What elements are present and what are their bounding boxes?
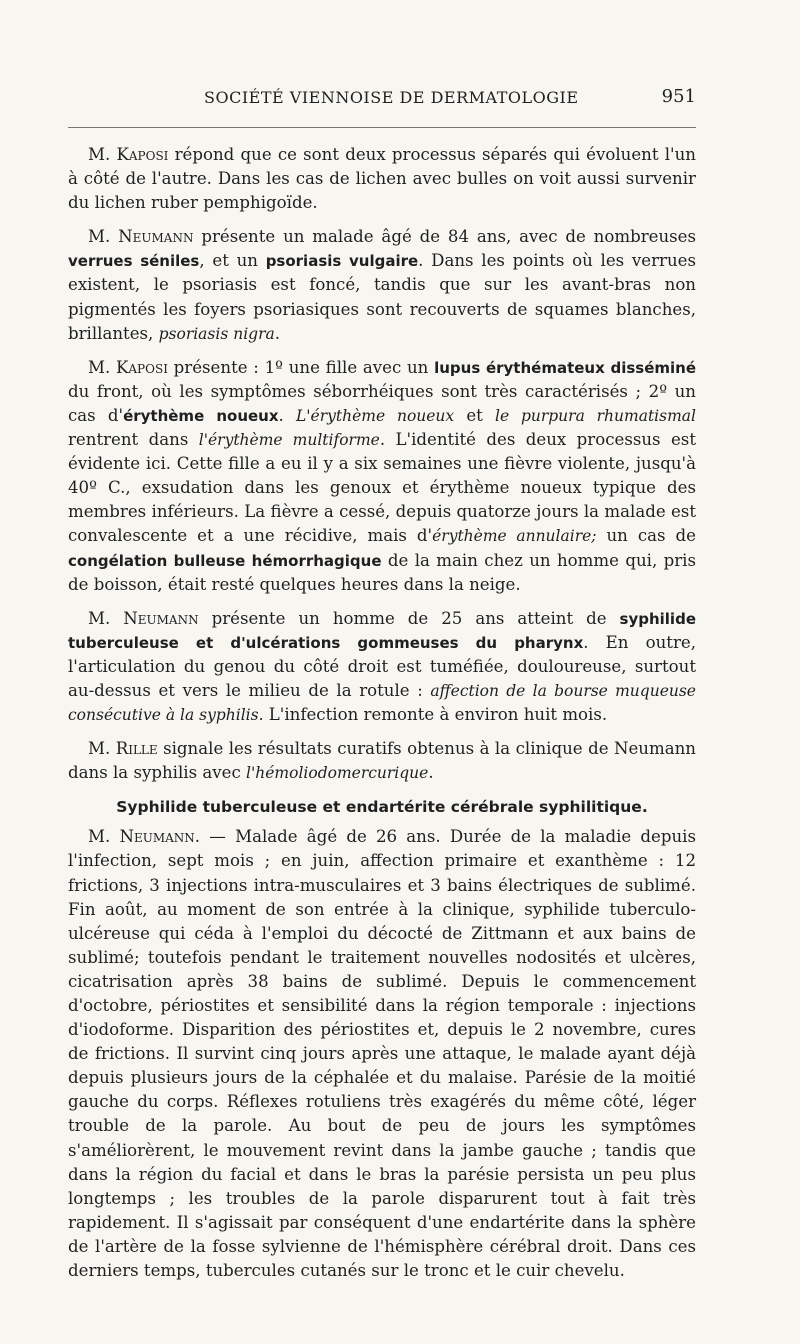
speaker-name: M. Neumann bbox=[88, 608, 199, 628]
paragraph-rille: M. Rille signale les résultats curatifs obtenus à la clinique de Neumann dans la syphilis avec l'hémoliodomercurique. bbox=[68, 739, 696, 783]
italic-term: érythème annulaire; bbox=[432, 527, 597, 546]
speaker-name: M. Neumann bbox=[88, 227, 194, 247]
running-header bbox=[68, 86, 696, 116]
paragraph-neumann-verrues: M. Neumann présente un malade âgé de 84 ans, avec de nombreuses verrues séniles, et un psoriasis vulgaire. Dans les points où les verrues existent, le psoriasis est foncé, tandis que sur les avant-bras non pigmentés les foyers psoriasiques sont recouverts de squames blanches, brillantes, psoriasis nigra. bbox=[68, 227, 696, 343]
page-number: 951 bbox=[661, 86, 696, 107]
italic-term: affection de la bourse muqueuse consécutive à la syphilis. bbox=[68, 681, 696, 725]
speaker-name: M. Kaposi bbox=[88, 357, 168, 377]
bold-term: verrues séniles bbox=[68, 252, 200, 271]
bold-term: lupus érythémateux disséminé bbox=[434, 358, 696, 377]
running-title: SOCIÉTÉ VIENNOISE DE DERMATOLOGIE bbox=[204, 88, 579, 107]
italic-term: L'érythème noueux bbox=[296, 406, 455, 425]
header-rule bbox=[68, 127, 696, 128]
italic-term: l'érythème multiforme bbox=[198, 431, 380, 450]
paragraph-kaposi-reply: M. Kaposi répond que ce sont deux processus séparés qui évoluent l'un à côté de l'autre. Dans les cas de lichen avec bulles on voit aussi survenir du lichen ruber pemphigoïde. bbox=[68, 145, 696, 213]
speaker-name: M. Rille bbox=[88, 739, 158, 759]
bold-term: psoriasis vulgaire bbox=[265, 252, 419, 271]
italic-term: l'hémoliodomercurique bbox=[246, 764, 429, 783]
speaker-name: M. Neumann. bbox=[88, 827, 201, 847]
bold-term: syphilide tuberculeuse et d'ulcérations gommeuses du pharynx bbox=[68, 609, 696, 652]
paragraph-neumann-syphilide: M. Neumann présente un homme de 25 ans atteint de syphilide tuberculeuse et d'ulcérations gommeuses du pharynx. En outre, l'articulation du genou du côté droit est tuméfiée, douloureuse, surtout au-dessus et vers le milieu de la rotule : affection de la bourse muqueuse consécutive à la syphilis. L'infection remonte à environ huit mois. bbox=[68, 608, 697, 725]
body-text bbox=[68, 143, 696, 1293]
bold-term: congélation bulleuse hémorrhagique bbox=[68, 551, 382, 570]
paragraph-neumann-case: M. Neumann. — Malade âgé de 26 ans. Durée de la maladie depuis l'infection, sept mois ; en juin, affection primaire et exanthème : 12 frictions, 3 injections intra-musculaires et 3 bains électriques de sublimé. Fin août, au moment de son entrée à la clinique, syphilide tuberculo-ulcéreuse qui céda à l'emploi du décocté de Zittmann et aux bains de sublimé; toutefois pendant le traitement nouvelles nodosités et ulcères, cicatrisation après 38 bains de sublimé. Depuis le commencement d'octobre, périostites et sensibilité dans la région temporale : injections d'iodoforme. Disparition des périostites et, depuis le 2 novembre, cures de frictions. Il survint cinq jours après une attaque, le malade ayant déjà depuis plusieurs jours de la céphalée et du malaise. Parésie de la moitié gauche du corps. Réflexes rotuliens très exagérés du même côté, léger trouble de la parole. Au bout de peu de jours les symptômes s'améliorèrent, le mouvement revint dans la jambe gauche ; tandis que dans la région du facial et dans le bras la parésie persista un peu plus longtemps ; les troubles de la parole disparurent tout à fait très rapidement. Il s'agissait par conséquent d'une endartérite dans la sphère de l'artère de la fosse sylvienne de l'hémisphère cérébral droit. Dans ces derniers temps, tubercules cutanés sur le tronc et le cuir chevelu. bbox=[68, 827, 696, 1281]
bold-term: érythème noueux bbox=[123, 406, 279, 425]
speaker-name: M. Kaposi bbox=[88, 145, 169, 164]
paragraph-kaposi-lupus: M. Kaposi présente : 1º une fille avec un lupus érythémateux disséminé du front, où les symptômes séborrhéiques sont très caractérisés ; 2º un cas d'érythème noueux. L'érythème noueux et le purpura rhumatismal rentrent dans l'érythème multiforme. L'identité des deux processus est évidente ici. Cette fille a eu il y a six semaines une fièvre violente, jusqu'à 40º C., exsudation dans les genoux et érythème noueux typique des membres inférieurs. La fièvre a cessé, depuis quatorze jours la malade est convalescente et a une récidive, mais d'érythème annulaire; un cas de congélation bulleuse hémorrhagique de la main chez un homme qui, pris de boisson, était resté quelques heures dans la neige. bbox=[68, 357, 697, 594]
section-heading: Syphilide tuberculeuse et endartérite cérébrale syphilitique. bbox=[116, 798, 648, 817]
italic-term: psoriasis nigra bbox=[158, 324, 275, 343]
italic-term: le purpura rhumatismal bbox=[495, 406, 696, 425]
